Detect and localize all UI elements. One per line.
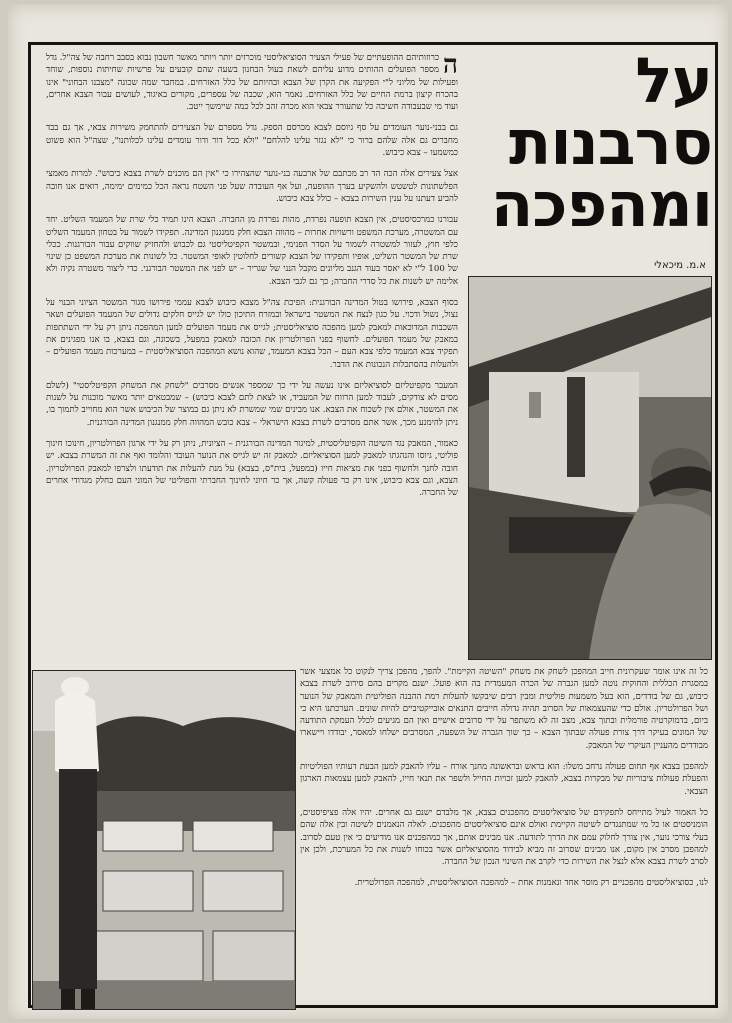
paragraph: עבורנו כמרכסיסטים, אין הצבא תופעה נפרדת, מהות נפרדת מן החברה. הצבא הינו תמיד כלי שרת של המעמד השליט. יחד עם המשטרה, מערכת המשפט ורשויות אחרות – מהווה הצבא חלק ממנגנון המדינה. תפקידו לשמור על בטחון המעמד השליט כלפי חוץ, לעזור למשטרה לשמור על הסדר הפנימי, ובמשטר הקפיטליסטי גם לכבוש ולהחזיק שווקים עבור הבורגנות. ככלי שרת של המשטר השליט, אופיו ותפקידו של הצבא קשורים לחלוטין לאופי המשטר. כל לשונות את מערכת המשפט כן שינוי של 100 ל"י לא יאסר בעוד הגנב מליונים מקבל הנני של שגריר – יש לפני את המשטר הבורגני. כדי ליצור משטרה נקיה ולא אלימה יש לשנות את כל סדרי החברה; כך גם לגבי הצבא. — [46, 215, 458, 287]
drop-cap: ה — [443, 52, 458, 80]
paragraph: בסוף הצבא, פירושו בטול המדינה הבורגנית: הפיכת צה"ל מצבא כיבוש לצבא עממי פירושו מגור המשטר הציוני הבנוי על נצול, נשול ודכוי. על כגון לנצח את המשטר בישראל ובמזרח התיכון כולו יש לגייס חלקים גדולים של המעמד הפועלים ושאר השכבות המדוכאות למאבק למען מהפכה סוציאליסטית; לגייס את מעמד הפועלים למען המהפכה ניתן רק על ידי השתתפות במאבק של מעמד הפועלים. לחשוף בפני הפרולטריון את הכזבה למאבק במפעל, בשכונה, וגם בצבא, בו אנו מפגינים את תפקיד צבא המעמד כלפי צבא העם – הכל בצבא המעמד, שהוא נושא המהפכה הסוציאליסטית – במערכות מעמד הפועלים – ולהעלות בהסתכלות הנכונות את הדבר. — [46, 298, 458, 370]
paragraph: המעבר מקפיטליזם לסוציאליזם אינו נעשה על ידי כך שמספר אנשים מסרבים "לשחק את המשחק הקפיטליסטי" (לשלם מסים לא צודקים, לעבוד למען הרווח של המעביד, או לצאת לתם לצבא כיבוש) – שמבטאים יותר מאשר מוכנות על לשנות את המשטר, אולם אין לשכוח את הצבא. אנו מבינים שמי שמשרת לא ניתן גם במוצר של הכיבוש אשר הוא מחוייב לתמוך בו, ניתן להימנע מכך, אשר אתם מסרבים לשרת בצבא הישראלי – צבא כובש המהווה חלק ממנגנון המדינה הבורגנית. — [46, 380, 458, 428]
paragraph-text: כרוזותיהם ההופעתיים של פעילי הצעיר הסוציאליסטי מוכרזים יותר ויותר מאשר חשבון נבוא בסבב רחבה של צה"ל. גדל מספר הפועלים ההותים מדוע עליהם לשאת בעול הבחנון בשעה שהם קובעים על פרשיות שחיתות נוספות, שוחד ופעילות של מליוני ל"י הפקיעה את הקרן של הצבא ובהיותם של כלל האזרחים. במחבר שמה שכונה "מצבנו הבחוני" אינו בהכרח קיצון ברמת החיים של כלל האזרחים. נאמר הוא, שכבה של עספרים, מקורים באיגוד, לעושים עבור הצבא אחרים, ועוד מי שבעבודה חשיבה כל שתעורר צבאי הוא מכרה זהב לכל כמה שיימשך ייטב. — [46, 53, 458, 113]
author-byline: א.מ. מיכאלי — [654, 260, 706, 271]
paragraph: כאמור, המאבק נגד השיטה הקפיטליסטית, למיגור המדינה הבורגנית – הציונית, ניתן רק על ידי ארגון הפרולטריון, חינוכו חינוך פוליטי, גיוסו והנהגתו למאבק למען הסוציאליזם. למאבק זה יש לגייס את הנוער העובד והלומד ואף את זה המשרת בצבא. יש חובה לחנך ולחשוף בפני את מציאות חייו (במפעל, בית"ס, בצבא) על מנת להעלות את תודעתו ולצרפו למאבק הפרולטריון. הצבא, וגם צבא כיבוש, אינו רק כר פעולה קשה, אך כר חיוני לחינוך החברתי והפוליטי של המוני העם כחלק מגדודי אחרים של החברה. — [46, 439, 458, 499]
paragraph: לנו, כסוציאליסטים מהפכניים רק מוסר אחד ונאמנות אחת – למהפכה הסוציאליסטית, למהפכה הפרולטרית. — [354, 878, 708, 889]
soldier-photo — [468, 276, 712, 660]
cemetery-photo — [32, 670, 296, 1010]
paragraph: גם בבני-נוער העומדים על סף גיוסם לצבא מכרסם הספק. גדל מספרם של הצעירים להתחמק משירות צבאי, אך גם בבד מחברים גם אלה שלהם ברור כי "לא נגזר עלינו להלחם" "ולא בכל דור ודור עומדים עלינו לכלותנו", שצה"ל הוא פשוט כמשמעו – צבא כיבוש. — [46, 123, 458, 159]
headline-block — [468, 44, 712, 275]
paragraph — [46, 52, 458, 113]
cemetery-photo-art — [33, 671, 295, 1009]
newspaper-page — [8, 4, 728, 1019]
paragraph: כל זה אינו אומר שעקרונית חייב המהפכן לשחק את משחק "השיטה הקיימת". להפך, מהפכן צריך לנקוט כל אמצעי אשר במסגרת הכללית והחוקית נוטה למען הגברה של הכרה המעמדית בה הוא פועל. ישנם מקרים בהם סירוב לשרת בצבא כיבוש, גם של בודדים, הוא בעל משמעות פוליטית ומבין רבים שיבקשו להעלות רמת ההבנה הפוליטית והמאבק של הנוער ושל הפרולטריון. אולם כדי שהעצמאות של הסרוב תהיה גדולה חייבים התנאים אובייקטיביים להיות שונים. הערכתנו היא כי ביום, בדמוקרטיה פורמלית ובתוך צבא, מצב זה לא משתפר על ידי סרובים אישיים ואין הם מגיעים לכלל העמקת התודעה של המונים בעיקר דרך צורת פעולה שבתוך הצבא – כך שוך הגברה של השפעה, המסרבים ישלחו למאסר, יבודדו ויישארו מבודדים מהעניין העיקרי של המאבק. — [300, 667, 708, 751]
paragraph: כל האמור לעיל מתייחס לתפקידם של סוציאליסטים מהפכנים בצבא, אך מלבדם ישנם גם אחרים. יהיו אלה פציפיסטים, הומניסטים או כל מי שמתנגדים לשיטה הקיימת ואולם אינם סוציאליסטים מהפכנים. לאלה הנאמנים לשיטה ובין אלה שהם בעלי צורכי נוער, אין צורך לחלוק עמם את הדרך לתודעה. אנו מבינים אותם, אך כמהפכנים אנו מודיעים כי אין טעם לסרוב. למהפכן מסרב אין מקום, אנו מבינים שסרוב זה מביא לבידוד מהסוציאליזם אשר בכוחו לשנות את כל המערכת, ולכן אין לסרב לשרת בצבא אלא לנצל את השירות כדי לקרב את השינוי הנכון של החברה. — [300, 807, 708, 868]
paragraph: למהפכן בצבא אף תחום פעולה נרחב משלו: הוא בראש ובראשונה מחנך אורח – עליו להאבק למען הבעת דעותיו הפוליטיות והפעלת פעולות ציבוריות של מבקרות בצבא, להאבק למען זכויות החייל ולשפר את תנאי חייו, להאבק למען עצמאות הארגון הצבאי. — [300, 762, 708, 797]
headline-line-1: על — [635, 44, 712, 117]
article-column-bottom — [300, 666, 708, 1006]
soldier-photo-art — [469, 277, 711, 659]
headline-line-3: ומהפכה — [490, 168, 712, 241]
paragraph: אצל צעירים אלה הכה הד רב מכתבם של ארבעה בני-נוער שהצהירו כי "אין הם מוכנים לשרת בצבא כיבוש". למרות מאמצי הפלשתונות לטשטש ולהשקיע בערך ההופעה, ועל אף העובדה שעל פני השטח נראה הכל כמימים ימימה, רואים אנו חובה להביע דעתנו על ענין השירות בצבא – כולל צבא כיבוש. — [46, 169, 458, 204]
headline-line-2: סרבנות — [508, 106, 712, 179]
article-column-top — [46, 52, 458, 652]
